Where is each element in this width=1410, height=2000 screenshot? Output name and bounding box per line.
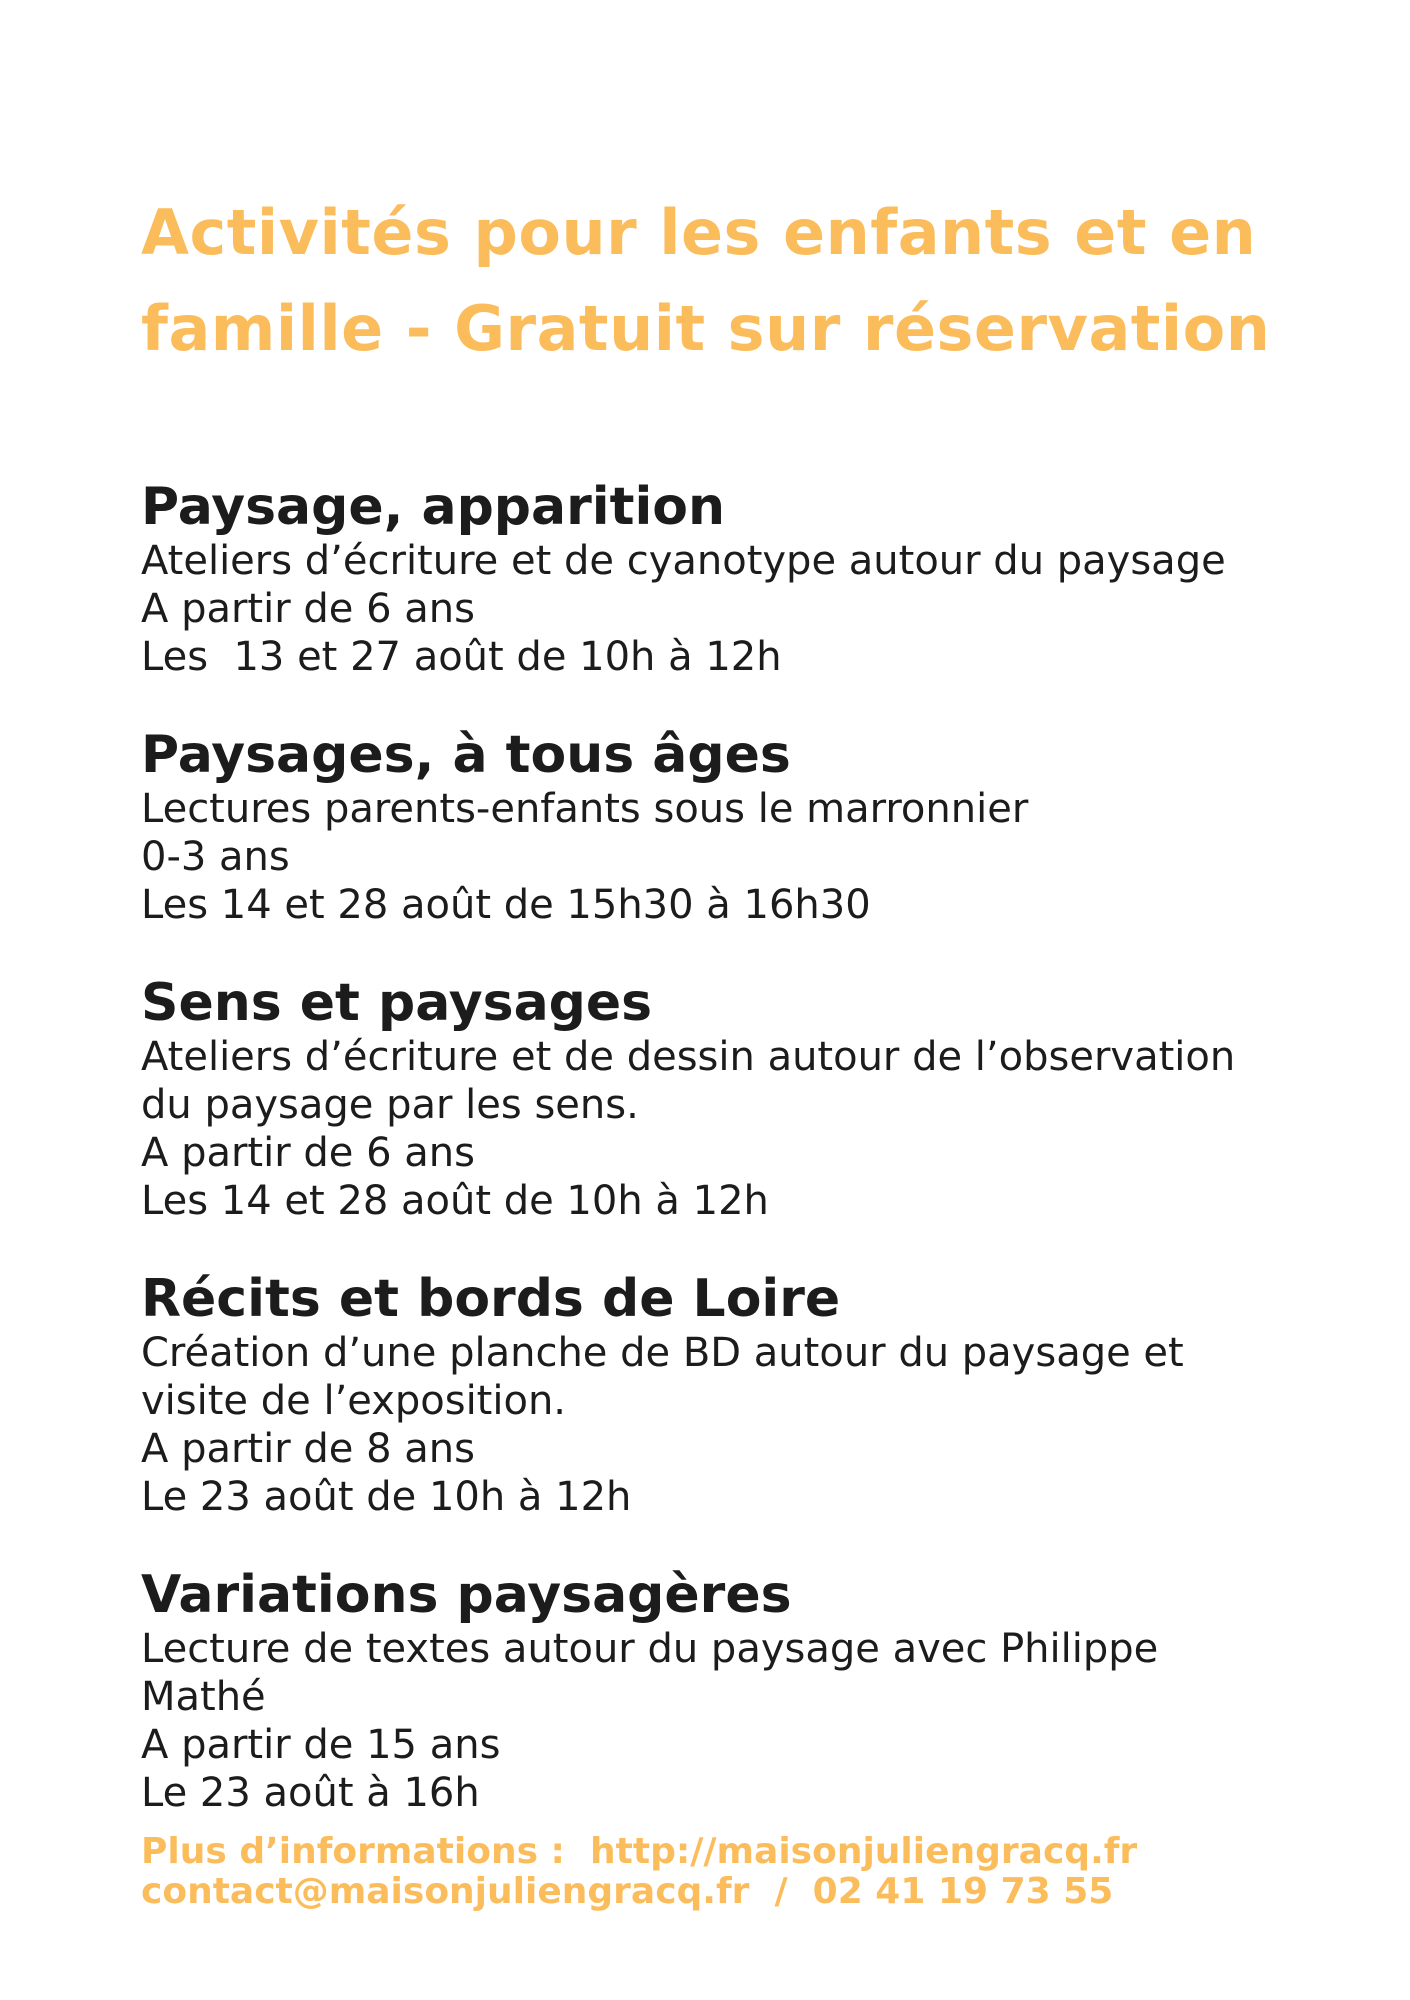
event-description-continued: du paysage par les sens. — [141, 1082, 639, 1128]
event-age: 0-3 ans — [141, 834, 290, 880]
event-title: Paysages, à tous âges — [141, 725, 791, 785]
page-title-line-2: famille - Gratuit sur réservation — [141, 292, 1271, 365]
event-schedule: Le 23 août à 16h — [141, 1770, 480, 1816]
event-age: A partir de 6 ans — [141, 1130, 475, 1176]
event-schedule: Le 23 août de 10h à 12h — [141, 1474, 632, 1520]
event-sens-et-paysages — [141, 973, 1341, 1225]
event-variations-paysageres — [141, 1565, 1341, 1817]
event-title: Récits et bords de Loire — [141, 1269, 841, 1329]
event-description: Ateliers d’écriture et de dessin autour de l’observation — [141, 1034, 1236, 1080]
event-schedule: Les 14 et 28 août de 15h30 à 16h30 — [141, 882, 871, 928]
event-title: Paysage, apparition — [141, 477, 726, 537]
event-paysage-apparition — [141, 477, 1341, 681]
event-description: Création d’une planche de BD autour du paysage et — [141, 1330, 1184, 1376]
event-title: Variations paysagères — [141, 1565, 792, 1625]
events-list — [141, 477, 1341, 1861]
event-age: A partir de 15 ans — [141, 1722, 501, 1768]
event-title: Sens et paysages — [141, 973, 653, 1033]
page-title-line-1: Activités pour les enfants et en — [141, 196, 1257, 269]
event-description: Lecture de textes autour du paysage avec Philippe — [141, 1626, 1159, 1672]
more-info-link[interactable]: Plus d’informations : http://maisonjuliengracq.fr — [141, 1831, 1138, 1872]
event-description-continued: Mathé — [141, 1674, 266, 1720]
contact-footer — [141, 1832, 1341, 1912]
contact-info[interactable]: contact@maisonjuliengracq.fr / 02 41 19 73 55 — [141, 1871, 1114, 1912]
event-recits-bords-de-loire — [141, 1269, 1341, 1521]
event-age: A partir de 8 ans — [141, 1426, 475, 1472]
event-schedule: Les 13 et 27 août de 10h à 12h — [141, 634, 782, 680]
event-paysages-tous-ages — [141, 725, 1341, 929]
event-schedule: Les 14 et 28 août de 10h à 12h — [141, 1178, 769, 1224]
event-description-continued: visite de l’exposition. — [141, 1378, 567, 1424]
event-description: Ateliers d’écriture et de cyanotype autour du paysage — [141, 538, 1226, 584]
event-age: A partir de 6 ans — [141, 586, 475, 632]
page-title — [141, 185, 1341, 377]
event-description: Lectures parents-enfants sous le marronnier — [141, 786, 1029, 832]
